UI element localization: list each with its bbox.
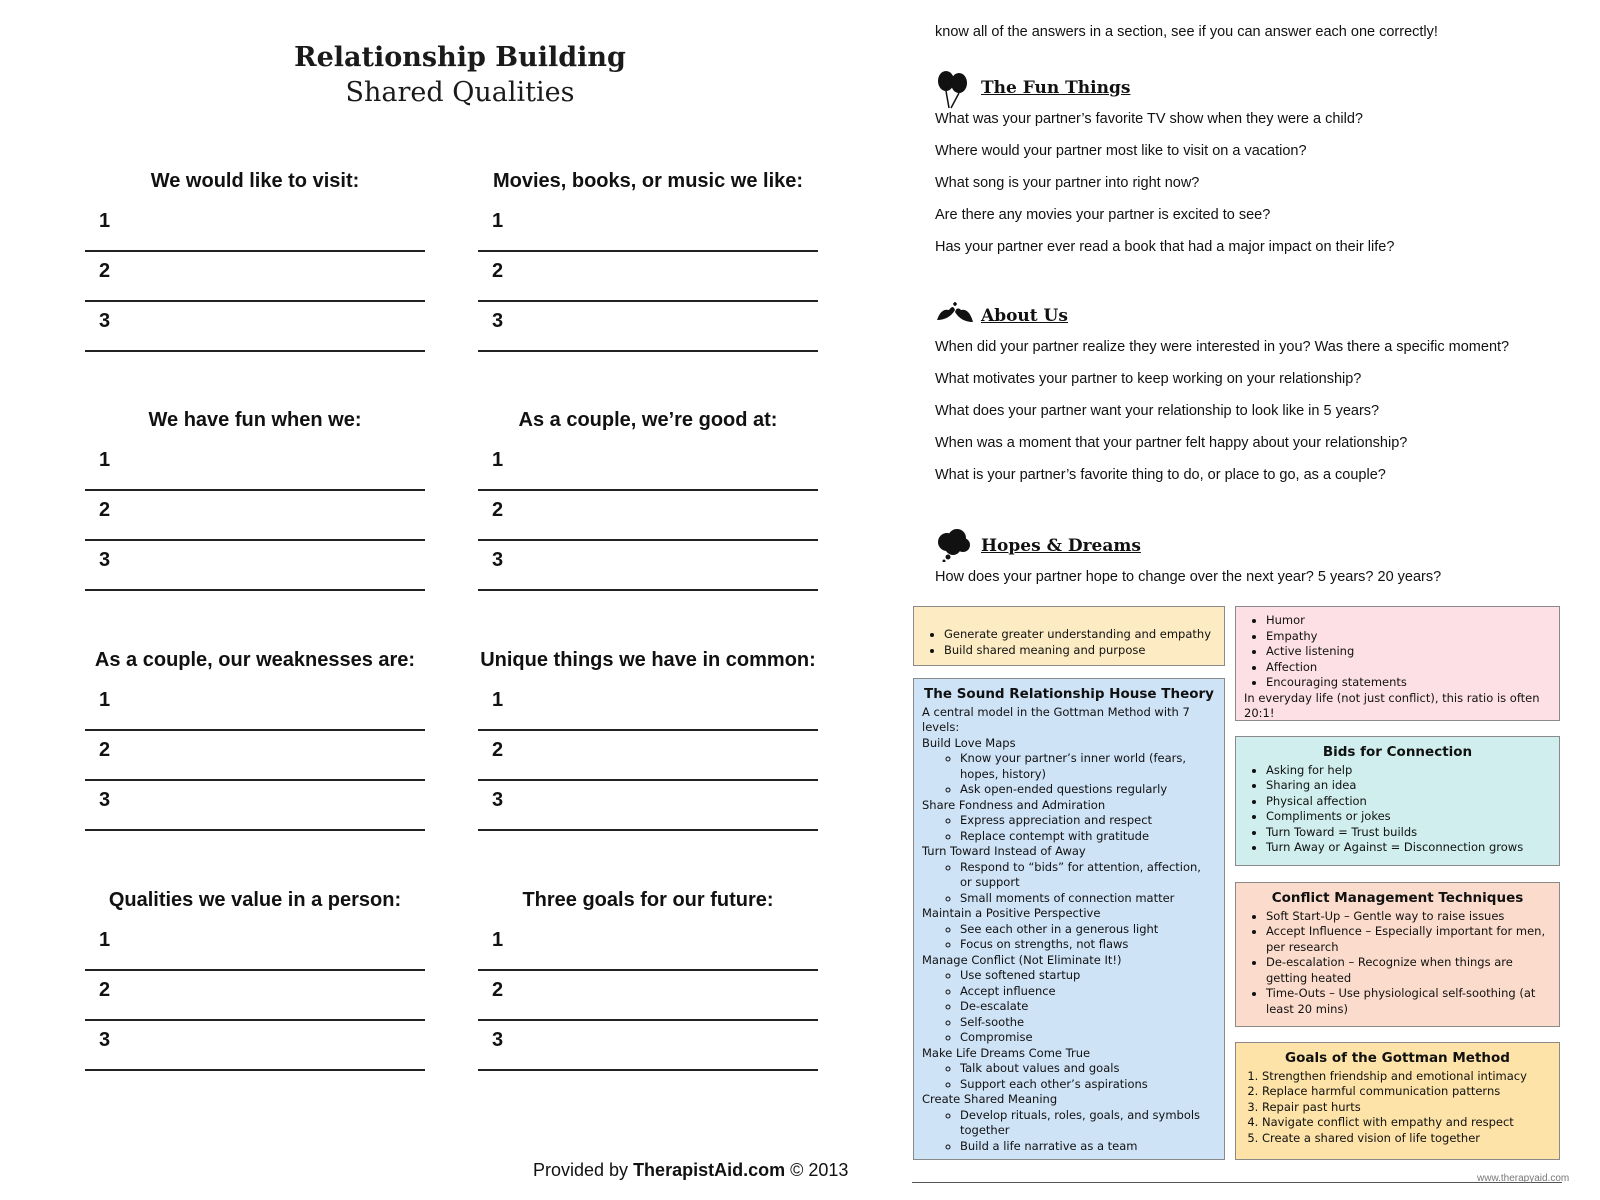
answer-line[interactable] xyxy=(478,921,818,971)
question-item: Has your partner ever read a book that had a major impact on their life? xyxy=(935,239,1395,255)
list-item: • Encouraging statements xyxy=(1266,675,1551,691)
answer-line[interactable] xyxy=(478,1021,818,1071)
section-heading: We would like to visit: xyxy=(150,170,360,192)
line-number: 1 xyxy=(492,449,504,471)
card-gottman-goals xyxy=(1235,1042,1560,1160)
answer-line[interactable] xyxy=(85,971,425,1021)
question-group-header xyxy=(935,70,1130,106)
list-item: • Compliments or jokes xyxy=(1266,809,1551,825)
line-number: 2 xyxy=(99,499,111,521)
list-item: • Active listening xyxy=(1266,644,1551,660)
list-item: ◦ Talk about values and goals xyxy=(960,1061,1216,1077)
card-conflict-management xyxy=(1235,882,1560,1027)
section-heading: We have fun when we: xyxy=(148,409,362,431)
thought-cloud-icon xyxy=(935,528,975,564)
footer-prefix: Provided by xyxy=(533,1160,634,1180)
line-number: 1 xyxy=(99,210,111,232)
card-title: Bids for Connection xyxy=(1322,744,1473,760)
answer-line[interactable] xyxy=(85,731,425,781)
line-number: 3 xyxy=(99,310,111,332)
question-group-title: The Fun Things xyxy=(981,78,1131,98)
answer-line[interactable] xyxy=(85,1021,425,1071)
question-item: Are there any movies your partner is excited to see? xyxy=(935,207,1271,223)
gottman-summary-cards xyxy=(915,613,1600,1200)
house-level: Turn Toward Instead of Away xyxy=(922,844,1086,858)
house-level: Create Shared Meaning xyxy=(922,1092,1058,1106)
card-bids-for-connection xyxy=(1235,736,1560,866)
line-number: 2 xyxy=(99,260,111,282)
card-top-left xyxy=(913,606,1225,666)
answer-line[interactable] xyxy=(85,252,425,302)
house-level: Maintain a Positive Perspective xyxy=(922,906,1101,920)
house-intro: A central model in the Gottman Method with 7 levels: xyxy=(922,704,1190,734)
list-item: ◦ Ask open-ended questions regularly xyxy=(960,782,1216,798)
question-item: What does your partner want your relationship to look like in 5 years? xyxy=(935,403,1380,419)
questions-intro: know all of the answers in a section, see if you can answer each one correctly! xyxy=(935,24,1438,40)
question-item: Where would your partner most like to visit on a vacation? xyxy=(935,143,1307,159)
worksheet-section xyxy=(478,885,818,1071)
list-item: ◦ Support each other’s aspirations xyxy=(960,1077,1216,1093)
list-item: 4. Navigate conflict with empathy and respect xyxy=(1262,1115,1551,1131)
line-number: 3 xyxy=(99,549,111,571)
question-item: When did your partner realize they were interested in you? Was there a specific moment? xyxy=(935,339,1510,355)
list-item: 2. Replace harmful communication patterns xyxy=(1262,1084,1551,1100)
partner-questions-page xyxy=(935,0,1600,610)
answer-line[interactable] xyxy=(85,921,425,971)
answer-line[interactable] xyxy=(478,302,818,352)
line-number: 2 xyxy=(492,979,504,1001)
list-item: 3. Repair past hurts xyxy=(1262,1100,1551,1116)
line-number: 3 xyxy=(492,1029,504,1051)
list-item: • Soft Start-Up – Gentle way to raise issues xyxy=(1266,909,1551,925)
question-item: When was a moment that your partner felt happy about your relationship? xyxy=(935,435,1408,451)
ratio-note: In everyday life (not just conflict), this ratio is often 20:1! xyxy=(1244,690,1540,720)
worksheet-section xyxy=(85,166,425,352)
list-item: • Turn Toward = Trust builds xyxy=(1266,825,1551,841)
section-heading: As a couple, we’re good at: xyxy=(518,409,778,431)
worksheet-section xyxy=(478,645,818,831)
line-number: 2 xyxy=(492,260,504,282)
line-number: 1 xyxy=(492,210,504,232)
list-item: ◦ Focus on strengths, not flaws xyxy=(960,937,1216,953)
line-number: 1 xyxy=(492,689,504,711)
list-item: ◦ Express appreciation and respect xyxy=(960,813,1216,829)
list-item: • Build shared meaning and purpose xyxy=(944,643,1216,659)
list-item: ◦ Small moments of connection matter xyxy=(960,891,1216,907)
card-title: The Sound Relationship House Theory xyxy=(924,686,1214,702)
balloons-icon xyxy=(935,70,975,106)
list-item: ◦ Replace contempt with gratitude xyxy=(960,829,1216,845)
line-number: 3 xyxy=(492,789,504,811)
house-level: Share Fondness and Admiration xyxy=(922,797,1106,812)
list-item: ◦ Develop rituals, roles, goals, and symbols together xyxy=(960,1108,1216,1139)
list-item: ◦ Use softened startup xyxy=(960,968,1216,984)
divider xyxy=(912,1182,1562,1183)
answer-line[interactable] xyxy=(478,731,818,781)
list-item: 5. Create a shared vision of life together xyxy=(1262,1131,1551,1147)
answer-line[interactable] xyxy=(478,441,818,491)
answer-line[interactable] xyxy=(85,781,425,831)
line-number: 1 xyxy=(99,449,111,471)
list-item: ◦ Compromise xyxy=(960,1030,1216,1046)
list-item: • Asking for help xyxy=(1266,763,1551,779)
section-heading: Three goals for our future: xyxy=(522,889,774,911)
list-item: ◦ De-escalate xyxy=(960,999,1216,1015)
list-item: ◦ See each other in a generous light xyxy=(960,922,1216,938)
list-item: 1. Strengthen friendship and emotional intimacy xyxy=(1262,1069,1551,1085)
list-item: ◦ Know your partner’s inner world (fears, hopes, history) xyxy=(960,751,1216,782)
card-title: Goals of the Gottman Method xyxy=(1285,1050,1510,1066)
line-number: 3 xyxy=(492,310,504,332)
list-item: ◦ Self-soothe xyxy=(960,1015,1216,1031)
line-number: 2 xyxy=(99,739,111,761)
card-top-right xyxy=(1235,606,1560,721)
watermark: www.therapyaid.com xyxy=(1477,1173,1570,1184)
section-heading: Unique things we have in common: xyxy=(480,649,816,671)
answer-line[interactable] xyxy=(478,541,818,591)
card-sound-relationship-house xyxy=(913,678,1225,1160)
question-item: What is your partner’s favorite thing to do, or place to go, as a couple? xyxy=(935,467,1386,483)
house-level: Make Life Dreams Come True xyxy=(922,1045,1091,1060)
line-number: 2 xyxy=(492,739,504,761)
answer-line[interactable] xyxy=(85,491,425,541)
footer-brand: TherapistAid.com xyxy=(633,1160,786,1180)
worksheet-section xyxy=(85,885,425,1071)
line-number: 1 xyxy=(99,689,111,711)
line-number: 2 xyxy=(492,499,504,521)
line-number: 3 xyxy=(99,789,111,811)
question-group-header xyxy=(935,298,1068,334)
question-item: What motivates your partner to keep working on your relationship? xyxy=(935,371,1362,387)
worksheet-subtitle: Shared Qualities xyxy=(345,77,575,108)
answer-line[interactable] xyxy=(478,252,818,302)
house-level: Build Love Maps xyxy=(922,735,1016,750)
question-group-title: Hopes & Dreams xyxy=(981,536,1141,556)
list-item: • Sharing an idea xyxy=(1266,778,1551,794)
house-level: Manage Conflict (Not Eliminate It!) xyxy=(922,952,1122,967)
answer-line[interactable] xyxy=(478,681,818,731)
list-item: ◦ Build a life narrative as a team xyxy=(960,1139,1216,1155)
answer-line[interactable] xyxy=(478,202,818,252)
section-heading: As a couple, our weaknesses are: xyxy=(94,649,416,671)
answer-line[interactable] xyxy=(85,681,425,731)
list-item: • Generate greater understanding and empathy xyxy=(944,627,1216,643)
answer-line[interactable] xyxy=(478,781,818,831)
list-item: • Turn Away or Against = Disconnection grows xyxy=(1266,840,1551,856)
list-item: ◦ Accept influence xyxy=(960,984,1216,1000)
list-item: • Affection xyxy=(1266,660,1551,676)
worksheet-section xyxy=(478,166,818,352)
line-number: 3 xyxy=(492,549,504,571)
list-item: • Humor xyxy=(1266,613,1551,629)
question-group-header xyxy=(935,528,1141,564)
worksheet-section xyxy=(478,405,818,591)
footer-suffix: © 2013 xyxy=(785,1160,849,1180)
line-number: 2 xyxy=(99,979,111,1001)
lovebirds-icon xyxy=(935,298,975,334)
list-item: • Time-Outs – Use physiological self-soothing (at least 20 mins) xyxy=(1266,986,1551,1017)
worksheet-section xyxy=(85,405,425,591)
section-heading: Movies, books, or music we like: xyxy=(492,170,804,192)
worksheet-footer xyxy=(533,1160,848,1181)
list-item: • Physical affection xyxy=(1266,794,1551,810)
card-title: Conflict Management Techniques xyxy=(1271,890,1524,906)
question-group-title: About Us xyxy=(981,306,1068,326)
answer-line[interactable] xyxy=(85,202,425,252)
answer-line[interactable] xyxy=(478,491,818,541)
question-item: What song is your partner into right now? xyxy=(935,175,1200,191)
line-number: 3 xyxy=(99,1029,111,1051)
worksheet-section xyxy=(85,645,425,831)
worksheet-title: Relationship Building xyxy=(294,42,626,73)
line-number: 1 xyxy=(99,929,111,951)
answer-line[interactable] xyxy=(85,541,425,591)
list-item: • Accept Influence – Especially important for men, per research xyxy=(1266,924,1551,955)
list-item: • De-escalation – Recognize when things are getting heated xyxy=(1266,955,1551,986)
answer-line[interactable] xyxy=(85,302,425,352)
line-number: 1 xyxy=(492,929,504,951)
question-item: What was your partner’s favorite TV show when they were a child? xyxy=(935,111,1363,127)
question-item: How does your partner hope to change over the next year? 5 years? 20 years? xyxy=(935,569,1442,585)
list-item: • Empathy xyxy=(1266,629,1551,645)
section-heading: Qualities we value in a person: xyxy=(108,889,402,911)
answer-line[interactable] xyxy=(478,971,818,1021)
list-item: ◦ Respond to “bids” for attention, affection, or support xyxy=(960,860,1216,891)
answer-line[interactable] xyxy=(85,441,425,491)
